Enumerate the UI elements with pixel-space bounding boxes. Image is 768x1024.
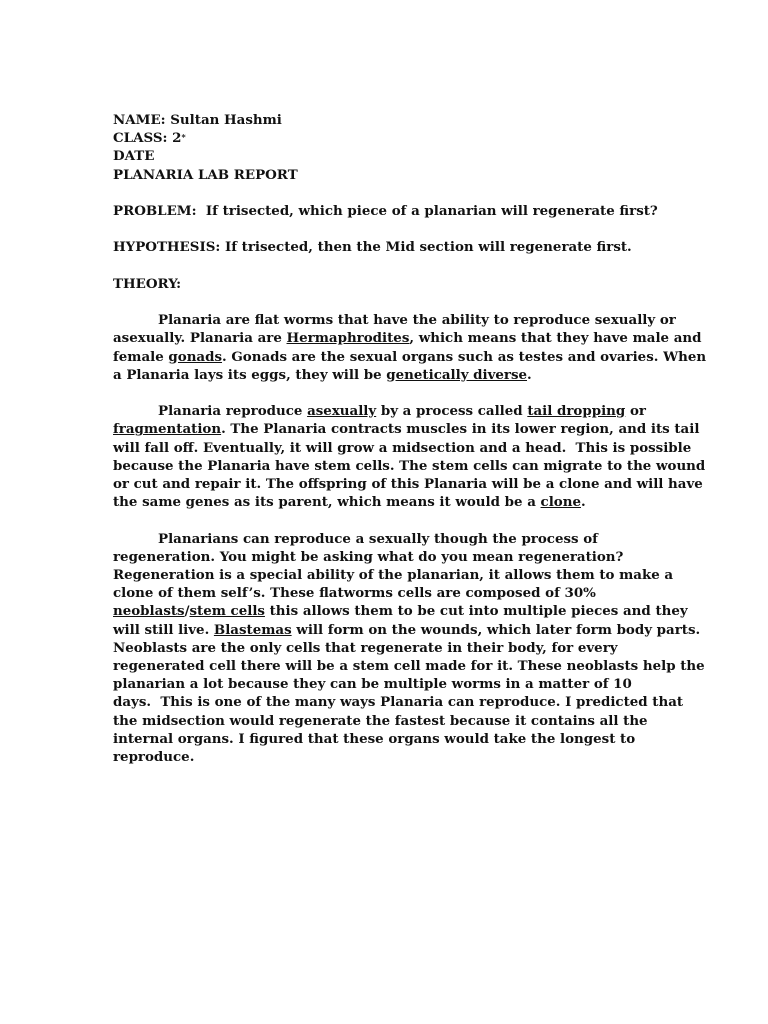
text-run: this allows them to be cut into multiple pieces and they bbox=[264, 603, 688, 620]
theory-heading: THEORY: bbox=[113, 275, 182, 292]
class-superscript: * bbox=[181, 132, 186, 143]
paragraph-line: Neoblasts are the only cells that regenerate in their body, for every bbox=[113, 639, 618, 656]
text-run: or bbox=[625, 403, 646, 420]
paragraph-line: days. This is one of the many ways Planaria can reproduce. I predicted that bbox=[113, 694, 684, 711]
text-run: . bbox=[580, 494, 586, 511]
term-fragmentation: fragmentation bbox=[113, 421, 222, 438]
paragraph-line: will fall off. Eventually, it will grow a midsection and a head. This is possible bbox=[113, 439, 692, 456]
paragraph-regeneration bbox=[113, 530, 705, 767]
paragraph-line: Planarians can reproduce a sexually though the process of bbox=[158, 530, 598, 547]
paragraph-line bbox=[113, 329, 702, 347]
term-gonads: gonads bbox=[168, 348, 223, 365]
text-run: . Gonads are the sexual organs such as testes and ovaries. When bbox=[222, 348, 707, 365]
paragraph-line: regenerated cell there will be a stem cell made for it. These neoblasts help the bbox=[113, 658, 705, 674]
paragraph-line bbox=[113, 420, 700, 438]
paragraph-line: Planaria are flat worms that have the ability to reproduce sexually or bbox=[158, 312, 676, 329]
term-blastemas: Blastemas bbox=[213, 621, 292, 638]
paragraph-line: the midsection would regenerate the fastest because it contains all the bbox=[113, 712, 648, 729]
text-run: Planaria reproduce bbox=[158, 403, 308, 420]
hypothesis-statement: HYPOTHESIS: If trisected, then the Mid section will regenerate first. bbox=[113, 239, 632, 256]
paragraph-line bbox=[113, 493, 658, 511]
term-neoblasts: neoblasts bbox=[113, 603, 185, 620]
paragraph-asexual bbox=[113, 402, 706, 511]
paragraph-line bbox=[113, 602, 688, 620]
text-run: will form on the wounds, which later form body parts. bbox=[291, 621, 701, 638]
paragraph-line: reproduce. bbox=[113, 749, 195, 766]
paragraph-reproduction bbox=[113, 311, 707, 384]
paragraph-line: internal organs. I figured that these organs would take the longest to bbox=[113, 730, 636, 747]
paragraph-line bbox=[113, 621, 701, 639]
paragraph-line: or cut and repair it. The offspring of this Planaria will be a clone and will have bbox=[113, 475, 703, 492]
term-genetically-diverse: genetically diverse bbox=[386, 366, 528, 383]
text-run: a Planaria lays its eggs, they will be bbox=[113, 366, 387, 383]
text-run: / bbox=[184, 603, 190, 620]
problem-statement: PROBLEM: If trisected, which piece of a planarian will regenerate first? bbox=[113, 203, 658, 219]
class-text: CLASS: 2 bbox=[113, 130, 182, 147]
text-run: by a process called bbox=[376, 403, 528, 420]
report-title: PLANARIA LAB REPORT bbox=[113, 166, 298, 183]
paragraph-line: clone of them self’s. These flatworms cells are composed of 30% bbox=[113, 585, 596, 602]
text-run: female bbox=[113, 348, 169, 365]
text-run: , which means that they have male and bbox=[409, 330, 702, 347]
term-stem-cells: stem cells bbox=[189, 603, 265, 620]
paragraph-line: because the Planaria have stem cells. The stem cells can migrate to the wound bbox=[113, 457, 706, 474]
paragraph-line bbox=[113, 402, 658, 420]
paragraph-line bbox=[113, 348, 707, 366]
lab-report-page bbox=[113, 111, 707, 766]
class-line bbox=[113, 129, 658, 147]
text-run: . bbox=[527, 366, 532, 383]
paragraph-line: regeneration. You might be asking what do you mean regeneration? bbox=[113, 548, 624, 565]
term-hermaphrodites: Hermaphrodites bbox=[286, 330, 410, 347]
term-asexually: asexually bbox=[307, 403, 377, 420]
text-run: will still live. bbox=[113, 621, 214, 638]
paragraph-line: Regeneration is a special ability of the planarian, it allows them to make a bbox=[113, 566, 674, 583]
text-run: . The Planaria contracts muscles in its lower region, and its tail bbox=[221, 421, 700, 438]
term-clone: clone bbox=[540, 494, 581, 511]
name-line: NAME: Sultan Hashmi bbox=[113, 112, 282, 128]
term-tail-dropping: tail dropping bbox=[527, 403, 626, 420]
paragraph-line bbox=[113, 366, 658, 384]
text-run: the same genes as its parent, which means it would be a bbox=[113, 494, 541, 511]
paragraph-line: planarian a lot because they can be multiple worms in a matter of 10 bbox=[113, 676, 632, 693]
date-line: DATE bbox=[113, 148, 155, 165]
text-run: asexually. Planaria are bbox=[113, 330, 287, 347]
